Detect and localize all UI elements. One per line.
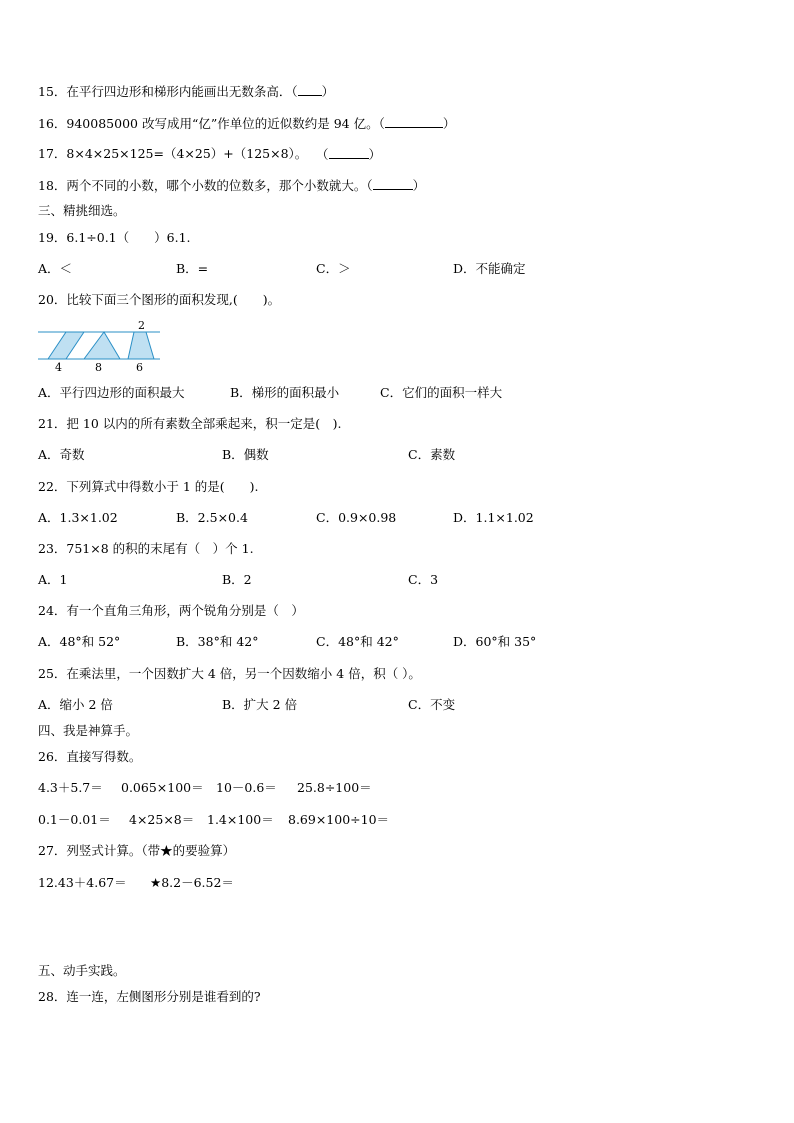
question-15: 15．在平行四边形和梯形内能画出无数条高．（ ） bbox=[38, 84, 335, 99]
question-17: 17．8×4×25×125=（4×25）+（125×8）。 bbox=[38, 146, 308, 161]
q24-option-a[interactable]: A．48°和 52° bbox=[38, 634, 121, 649]
question-22: 22．下列算式中得数小于 1 的是( ). bbox=[38, 479, 259, 494]
label-bottom-3: 6 bbox=[136, 361, 143, 374]
calc-item: 4×25×8＝ bbox=[129, 812, 195, 827]
question-17-answer: （ ） bbox=[316, 147, 382, 162]
answer-blank[interactable] bbox=[329, 146, 369, 159]
label-top: 2 bbox=[138, 319, 145, 332]
question-19: 19．6.1÷0.1（ ）6.1. bbox=[38, 230, 191, 245]
parallelogram-shape bbox=[48, 332, 84, 359]
q19-option-d[interactable]: D．不能确定 bbox=[453, 261, 526, 276]
q21-option-c[interactable]: C．素数 bbox=[408, 447, 456, 462]
q20-option-a[interactable]: A．平行四边形的面积最大 bbox=[38, 385, 185, 400]
q23-option-b[interactable]: B．2 bbox=[222, 572, 252, 587]
question-20: 20．比较下面三个图形的面积发现,( )。 bbox=[38, 292, 281, 307]
q23-option-a[interactable]: A．1 bbox=[38, 572, 68, 587]
trapezoid-shape bbox=[128, 332, 154, 359]
q21-option-a[interactable]: A．奇数 bbox=[38, 447, 85, 462]
q21-option-b[interactable]: B．偶数 bbox=[222, 447, 269, 462]
label-bottom-1: 4 bbox=[55, 361, 62, 374]
question-27: 27．列竖式计算。（带★的要验算） bbox=[38, 843, 236, 858]
question-23: 23．751×8 的积的末尾有（ ）个 1. bbox=[38, 541, 254, 556]
answer-blank[interactable] bbox=[385, 115, 443, 128]
section-4-heading: 四、我是神算手。 bbox=[38, 723, 139, 738]
shapes-figure bbox=[36, 318, 166, 374]
q24-option-c[interactable]: C．48°和 42° bbox=[316, 634, 399, 649]
q22-option-b[interactable]: B．2.5×0.4 bbox=[176, 510, 248, 525]
vertical-calc-item: 12.43＋4.67＝ bbox=[38, 875, 127, 890]
question-28: 28．连一连，左侧图形分别是谁看到的? bbox=[38, 989, 261, 1004]
triangle-shape bbox=[84, 332, 120, 359]
q20-option-b[interactable]: B．梯形的面积最小 bbox=[230, 385, 340, 400]
q24-option-d[interactable]: D．60°和 35° bbox=[453, 634, 537, 649]
vertical-calc-item: ★8.2－6.52＝ bbox=[150, 875, 234, 890]
calc-item: 4.3＋5.7＝ bbox=[38, 780, 103, 795]
q19-option-b[interactable]: B．= bbox=[176, 261, 209, 276]
q25-option-b[interactable]: B．扩大 2 倍 bbox=[222, 697, 298, 712]
calc-item: 10－0.6＝ bbox=[216, 780, 277, 795]
section-5-heading: 五、动手实践。 bbox=[38, 963, 126, 978]
calc-item: 0.1－0.01＝ bbox=[38, 812, 111, 827]
calc-item: 25.8÷100＝ bbox=[297, 780, 372, 795]
calc-item: 0.065×100＝ bbox=[121, 780, 204, 795]
q22-option-c[interactable]: C．0.9×0.98 bbox=[316, 510, 397, 525]
q22-option-d[interactable]: D．1.1×1.02 bbox=[453, 510, 534, 525]
calc-item: 1.4×100＝ bbox=[207, 812, 274, 827]
q20-option-c[interactable]: C．它们的面积一样大 bbox=[380, 385, 503, 400]
answer-blank[interactable] bbox=[298, 83, 322, 96]
q23-option-c[interactable]: C．3 bbox=[408, 572, 439, 587]
question-24: 24．有一个直角三角形，两个锐角分别是（ ） bbox=[38, 603, 304, 618]
question-26: 26．直接写得数。 bbox=[38, 749, 142, 764]
section-3-heading: 三、精挑细选。 bbox=[38, 203, 126, 218]
question-21: 21．把 10 以内的所有素数全部乘起来，积一定是( ). bbox=[38, 416, 342, 431]
q22-option-a[interactable]: A．1.3×1.02 bbox=[38, 510, 118, 525]
q24-option-b[interactable]: B．38°和 42° bbox=[176, 634, 259, 649]
label-bottom-2: 8 bbox=[95, 361, 102, 374]
q19-option-a[interactable]: A．＜ bbox=[38, 261, 73, 276]
answer-blank[interactable] bbox=[373, 177, 413, 190]
question-16: 16．940085000 改写成用“亿”作单位的近似数约是 94 亿。（ ） bbox=[38, 116, 456, 131]
q25-option-a[interactable]: A．缩小 2 倍 bbox=[38, 697, 113, 712]
calc-item: 8.69×100÷10＝ bbox=[288, 812, 390, 827]
q19-option-c[interactable]: C．＞ bbox=[316, 261, 351, 276]
question-25: 25．在乘法里，一个因数扩大 4 倍，另一个因数缩小 4 倍，积（ ）。 bbox=[38, 666, 421, 681]
question-18: 18．两个不同的小数，哪个小数的位数多，那个小数就大。（ ） bbox=[38, 178, 426, 193]
q25-option-c[interactable]: C．不变 bbox=[408, 697, 456, 712]
